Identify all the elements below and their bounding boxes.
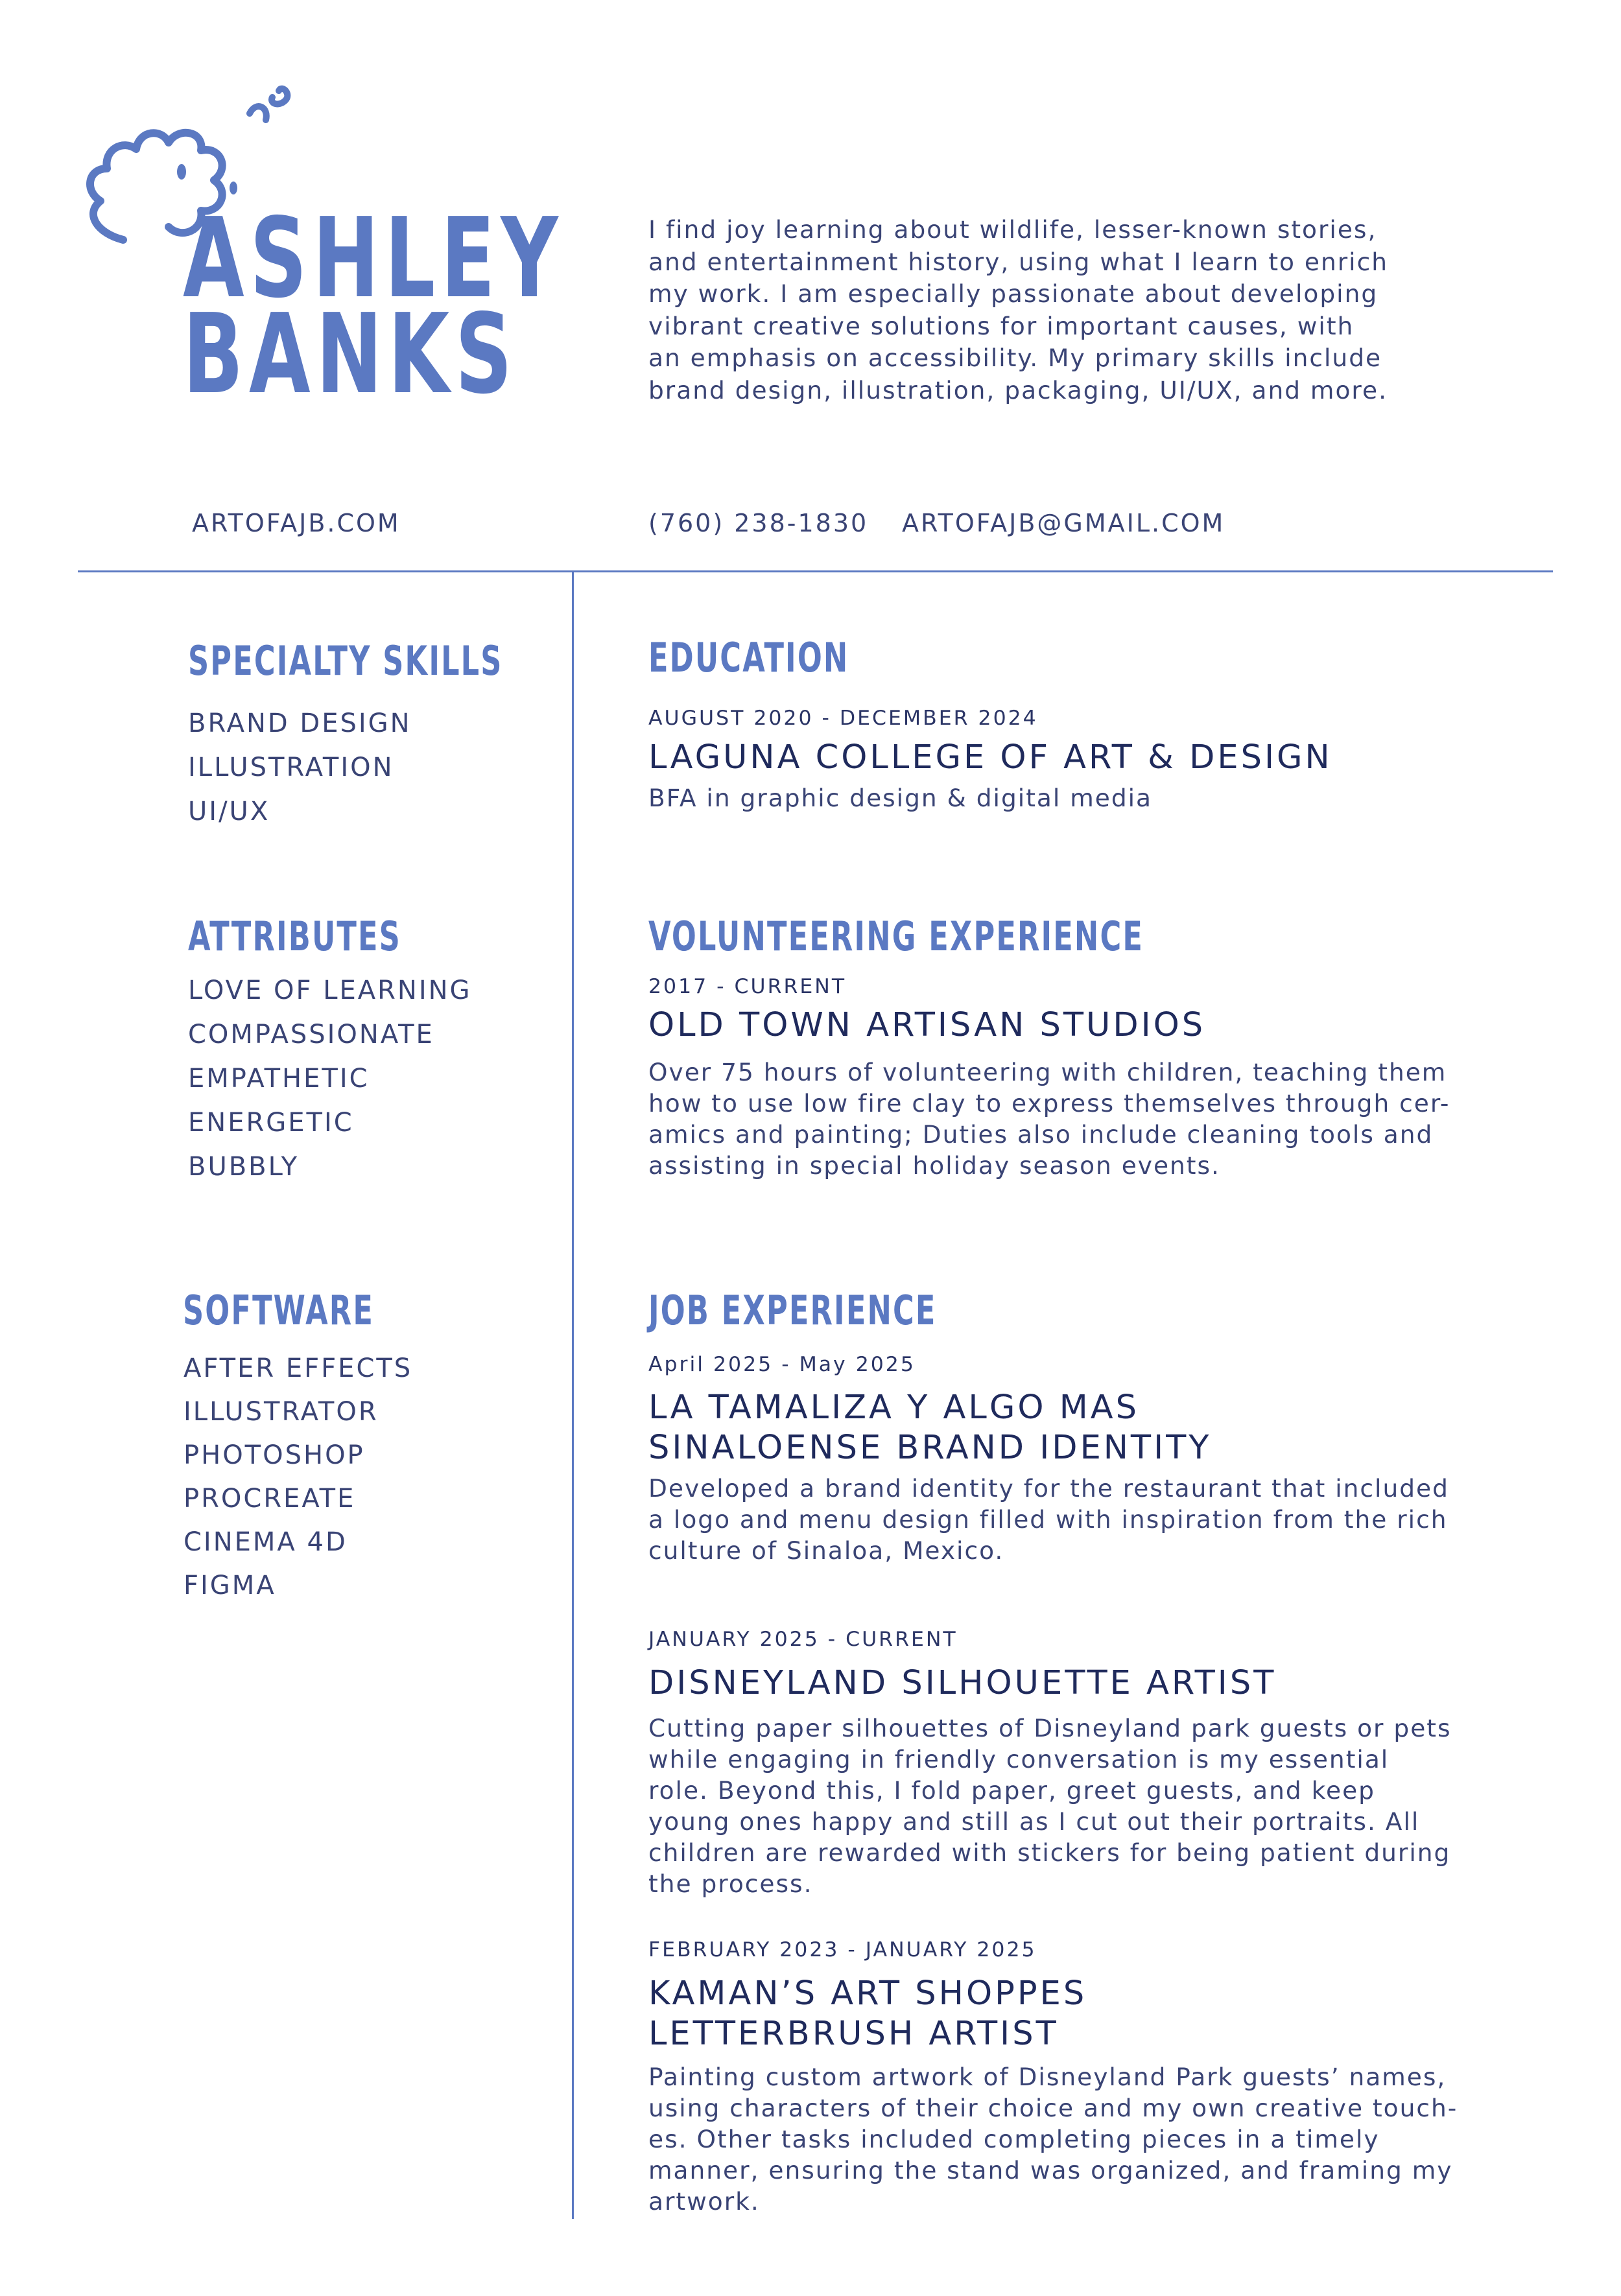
list-item: CINEMA 4D xyxy=(183,1527,348,1557)
job-org xyxy=(648,1663,1276,1704)
job-org-line: DISNEYLAND SILHOUETTE ARTIST xyxy=(648,1664,1277,1702)
job-desc: Developed a brand identity for the restaurant that included a logo and menu design filled with inspiration from the rich culture of Sinaloa, Mexico. xyxy=(648,1474,1449,1565)
education-degree: BFA in graphic design & digital media xyxy=(648,784,1153,812)
volunteering-org: OLD TOWN ARTISAN STUDIOS xyxy=(648,1006,1206,1044)
job-org-line: LETTERBRUSH ARTIST xyxy=(648,2015,1059,2053)
job-org-line: SINALOENSE BRAND IDENTITY xyxy=(648,1429,1212,1467)
phone-number: (760) 238-1830 xyxy=(648,509,869,537)
job-date: JANUARY 2025 - CURRENT xyxy=(648,1628,958,1651)
list-item: ILLUSTRATION xyxy=(188,753,394,782)
volunteering-desc: Over 75 hours of volunteering with children, teaching them how to use low fire clay to express themselves through cer-amics and painting; Duties also include cleaning tools and assisting in special holiday season events. xyxy=(648,1058,1450,1180)
list-item: FIGMA xyxy=(183,1571,276,1600)
job-desc: Painting custom artwork of Disneyland Park guests’ names, using characters of their choice and my own creative touch-es. Other tasks included completing pieces in a timely manner, ensuring the stand was organized, and framing my artwork. xyxy=(648,2063,1458,2216)
job-org-line: KAMAN’S ART SHOPPES xyxy=(648,1974,1087,2013)
list-item: AFTER EFFECTS xyxy=(183,1353,413,1383)
horizontal-divider xyxy=(78,570,1553,572)
specialty-skills-title: SPECIALTY SKILLS xyxy=(188,637,503,685)
email-link[interactable]: ARTOFAJB@GMAIL.COM xyxy=(902,509,1225,537)
education-school: LAGUNA COLLEGE OF ART & DESIGN xyxy=(648,738,1332,777)
list-item: PHOTOSHOP xyxy=(183,1440,365,1470)
job-date: FEBRUARY 2023 - JANUARY 2025 xyxy=(648,1938,1037,1962)
list-item: ENERGETIC xyxy=(188,1108,354,1138)
volunteering-title: VOLUNTEERING EXPERIENCE xyxy=(648,913,1144,960)
job-date: April 2025 - May 2025 xyxy=(648,1353,916,1376)
software-title: SOFTWARE xyxy=(183,1287,374,1334)
job-org xyxy=(648,1974,1087,2054)
list-item: PROCREATE xyxy=(183,1484,356,1514)
list-item: UI/UX xyxy=(188,797,270,826)
job-org xyxy=(648,1388,1211,1468)
list-item: ILLUSTRATOR xyxy=(183,1397,379,1427)
list-item: BUBBLY xyxy=(188,1152,300,1182)
intro-paragraph: I find joy learning about wildlife, lesser-known stories, and entertainment history, using what I learn to enrich my work. I am especially passionate about developing vibrant creative solutions for important causes, with an emphasis on accessibility. My primary skills include brand design, illustration, packaging, UI/UX, and more. xyxy=(648,215,1388,404)
website-link[interactable]: ARTOFAJB.COM xyxy=(192,509,401,537)
specialty-skills-list xyxy=(188,701,412,834)
volunteering-date: 2017 - CURRENT xyxy=(648,975,847,998)
list-item: COMPASSIONATE xyxy=(188,1020,434,1049)
attributes-title: ATTRIBUTES xyxy=(188,913,401,960)
list-item: BRAND DESIGN xyxy=(188,709,412,738)
first-name: ASHLEY xyxy=(183,194,564,323)
job-org-line: LA TAMALIZA Y ALGO MAS xyxy=(648,1388,1139,1427)
attributes-list xyxy=(188,968,472,1189)
vertical-divider xyxy=(572,572,574,2219)
job-experience-title: JOB EXPERIENCE xyxy=(648,1287,937,1334)
software-list xyxy=(183,1347,412,1608)
list-item: LOVE OF LEARNING xyxy=(188,976,472,1005)
education-date: AUGUST 2020 - DECEMBER 2024 xyxy=(648,707,1038,730)
last-name: BANKS xyxy=(183,290,518,419)
education-title: EDUCATION xyxy=(648,634,849,681)
list-item: EMPATHETIC xyxy=(188,1064,370,1094)
job-desc: Cutting paper silhouettes of Disneyland park guests or pets while engaging in friendly conversation is my essential role. Beyond this, I fold paper, greet guests, and keep young ones happy and still as I cut out their portraits. All children are rewarded with stickers for being patient during the process. xyxy=(648,1714,1452,1898)
